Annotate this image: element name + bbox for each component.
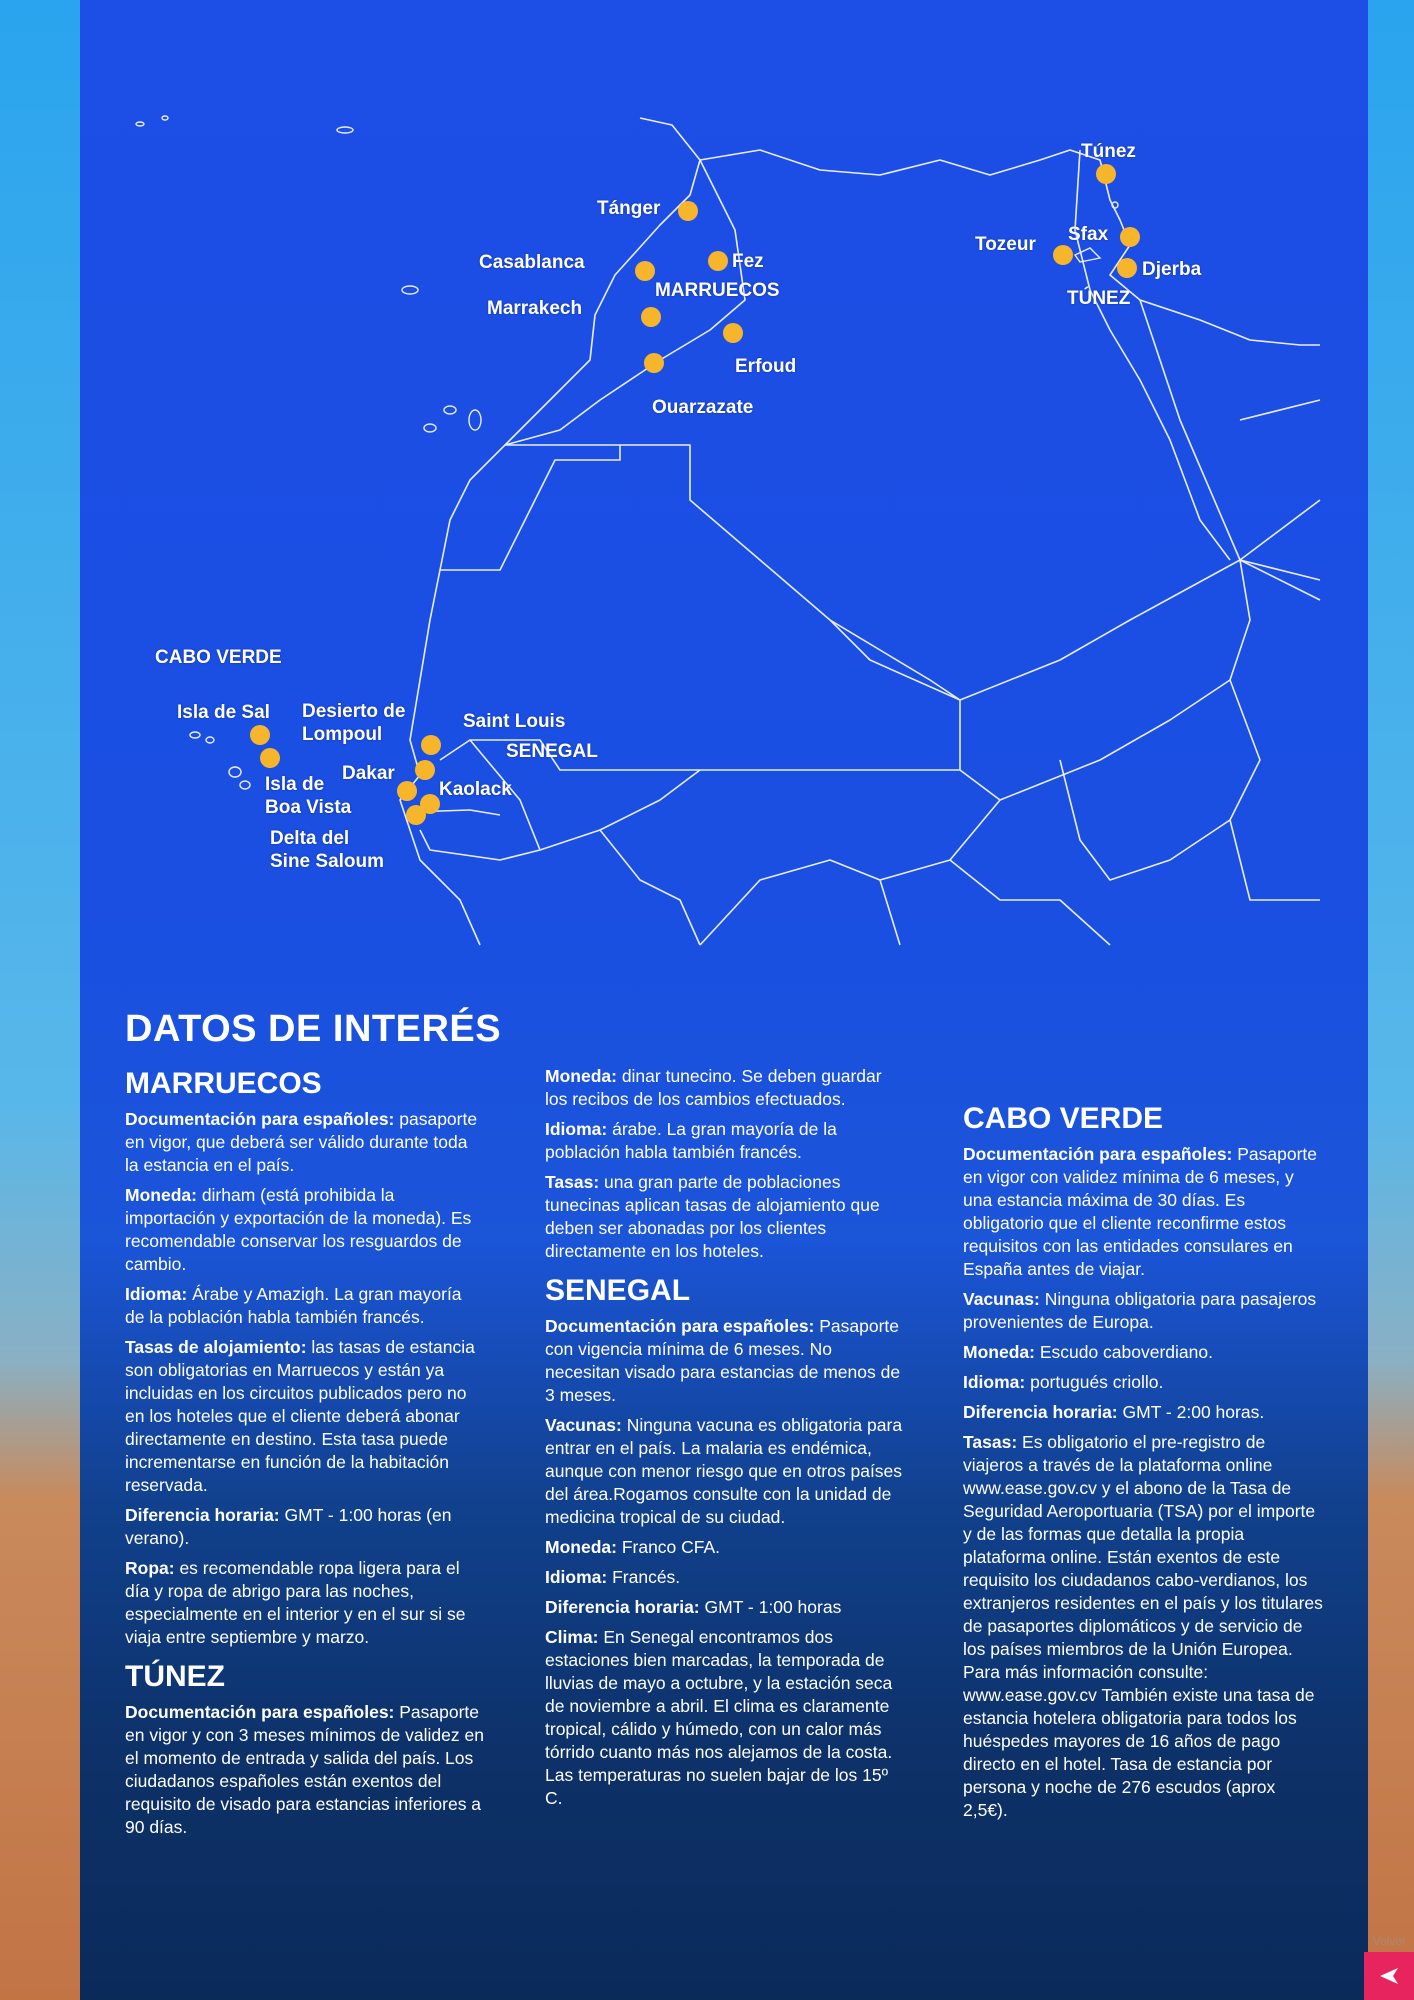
item-text: Ninguna obligatoria para pasajeros provenientes de Europa. (963, 1289, 1317, 1332)
tunez-item (545, 1118, 905, 1164)
item-label: Documentación para españoles: (545, 1316, 815, 1336)
item-label: Idioma: (545, 1119, 608, 1139)
senegal-item (545, 1536, 905, 1559)
label-sfax: Sfax (1068, 224, 1109, 245)
item-label: Documentación para españoles: (125, 1109, 395, 1129)
item-text: Pasaporte en vigor con validez mínima de 6 meses, y una estancia máxima de 30 días. Es obligatorio que el cliente reconfirme estos requisitos con las entidades consulares en España antes de viajar. (963, 1144, 1318, 1279)
item-label: Moneda: (545, 1537, 617, 1557)
item-text: Es obligatorio el pre-registro de viajeros a través de la plataforma online www.ease.gov.cv y el abono de la Tasa de Seguridad Aeroportuaria (TSA) por el importe y de las formas que detalla la propia plataforma online. Están exentos de este requisito los ciudadanos cabo-verdianos, los extranjeros residentes en el país y los titulares de pasaportes diplomáticos y de servicio de los países miembros de la Unión Europea. Para más información consulte: www.ease.gov.cv También existe una tasa de estancia hotelera obligatoria para todos los huéspedes mayores de 16 años de pago directo en el hotel. Tasa de estancia por persona y noche de 276 escudos (aprox 2,5€). (963, 1432, 1323, 1820)
border-chad (1230, 560, 1320, 900)
coastline (400, 118, 700, 945)
border-mali-algeria (830, 560, 1240, 700)
border-coast-africa (700, 800, 1110, 945)
item-text: es recomendable ropa ligera para el día y ropa de abrigo para las noches, especialmente en el interior y en el sur si se viaja entre septiembre y marzo. (125, 1558, 466, 1647)
label-boa-vista: Isla de Boa Vista (265, 774, 352, 818)
item-text: Árabe y Amazigh. La gran mayoría de la población habla también francés. (125, 1284, 462, 1327)
item-text: dinar tunecino. Se deben guardar los recibos de los cambios efectuados. (545, 1066, 882, 1109)
cabo-verde-item (963, 1288, 1323, 1334)
label-tunez-city: Túnez (1081, 141, 1136, 162)
city-marker (678, 201, 698, 221)
tunez-item (545, 1065, 905, 1111)
city-marker (644, 353, 664, 373)
city-marker (415, 760, 435, 780)
label-marruecos: MARRUECOS (655, 280, 780, 301)
label-erfoud: Erfoud (735, 356, 797, 377)
item-label: Diferencia horaria: (125, 1505, 280, 1525)
item-text: Escudo caboverdiano. (1034, 1342, 1213, 1362)
city-marker (1096, 164, 1116, 184)
marruecos-item (125, 1283, 485, 1329)
volver-button[interactable] (1364, 1952, 1414, 2000)
label-tozeur: Tozeur (975, 234, 1036, 255)
senegal-item (545, 1566, 905, 1589)
item-text: pasaporte en vigor, que deberá ser válido durante toda la estancia en el país. (125, 1109, 478, 1175)
city-marker (397, 781, 417, 801)
label-desierto-lompoul: Desierto de Lompoul (302, 701, 406, 745)
item-text: una gran parte de poblaciones tunecinas aplican tasas de alojamiento que deben ser abonadas por los clientes directamente en los hoteles. (545, 1172, 880, 1261)
column-3 (963, 1065, 1323, 1829)
label-cabo-verde: CABO VERDE (155, 647, 282, 668)
marruecos-item (125, 1557, 485, 1649)
item-label: Idioma: (125, 1284, 188, 1304)
item-text: Ninguna vacuna es obligatoria para entrar en el país. La malaria es endémica, aunque con menor riesgo que en otros países del área.Rogamos consulte con la unidad de medicina tropical de su ciudad. (545, 1415, 903, 1527)
item-text: GMT - 1:00 horas (en verano). (125, 1505, 452, 1548)
tunez-item (125, 1701, 485, 1839)
item-label: Ropa: (125, 1558, 175, 1578)
item-label: Moneda: (963, 1342, 1035, 1362)
heading-tunez: TÚNEZ (125, 1660, 225, 1693)
item-label: Moneda: (125, 1185, 197, 1205)
label-fez: Fez (732, 251, 764, 272)
senegal-item (545, 1315, 905, 1407)
border-nigeria (1060, 760, 1230, 880)
city-marker (641, 307, 661, 327)
item-text: Pasaporte en vigor y con 3 meses mínimos de validez en el momento de entrada y salida del país. Los ciudadanos españoles están exentos del requisito de visado para estancias inferiores a 90 días. (125, 1702, 484, 1837)
page-title: DATOS DE INTERÉS (125, 1008, 502, 1050)
item-label: Clima: (545, 1627, 599, 1647)
city-marker (723, 323, 743, 343)
item-label: Idioma: (963, 1372, 1026, 1392)
border-niger (960, 560, 1250, 800)
item-label: Diferencia horaria: (545, 1597, 700, 1617)
senegal-item (545, 1414, 905, 1529)
border-guinea (540, 770, 700, 945)
label-tanger: Tánger (597, 198, 661, 219)
item-text: las tasas de estancia son obligatorias en Marruecos y están ya incluidas en los circuitos publicados pero no en los hoteles que el cliente deberá abonar directamente en destino. Esta tasa puede incrementarse en función de la habitación reservada. (125, 1337, 475, 1495)
label-kaolack: Kaolack (439, 779, 512, 800)
heading-senegal: SENEGAL (545, 1274, 691, 1307)
label-delta-sine-saloum: Delta del Sine Saloum (270, 828, 385, 872)
city-marker (708, 251, 728, 271)
item-text: dirham (está prohibida la importación y exportación de la moneda). Es recomendable conservar los resguardos de cambio. (125, 1185, 472, 1274)
item-label: Documentación para españoles: (963, 1144, 1233, 1164)
senegal-item (545, 1596, 905, 1619)
back-arrow-icon (1378, 1965, 1400, 1987)
heading-marruecos: MARRUECOS (125, 1067, 322, 1100)
label-ouarzazate: Ouarzazate (652, 397, 754, 418)
item-text: Pasaporte con vigencia mínima de 6 meses. No necesitan visado para estancias de menos de 3 meses. (545, 1316, 901, 1405)
item-label: Moneda: (545, 1066, 617, 1086)
border-western-sahara (440, 445, 620, 570)
cabo-verde-item (963, 1341, 1323, 1364)
item-label: Vacunas: (545, 1415, 622, 1435)
cabo-verde-item (963, 1143, 1323, 1281)
volver-label: Volver (1372, 1934, 1406, 1948)
marruecos-item (125, 1504, 485, 1550)
border-algeria-tunisia (1075, 150, 1230, 560)
item-label: Tasas de alojamiento: (125, 1337, 307, 1357)
item-label: Vacunas: (963, 1289, 1040, 1309)
item-label: Idioma: (545, 1567, 608, 1587)
label-tunez-country: TÚNEZ (1067, 288, 1131, 309)
column-2 (545, 1065, 905, 1817)
city-marker (250, 725, 270, 745)
border-libya (1140, 300, 1320, 580)
city-marker (406, 805, 426, 825)
border-libya-egypt (1240, 400, 1320, 560)
tunez-item (545, 1171, 905, 1263)
item-label: Tasas: (963, 1432, 1018, 1452)
label-senegal: SENEGAL (506, 741, 598, 762)
city-marker (260, 748, 280, 768)
label-saint-louis: Saint Louis (463, 711, 566, 732)
label-dakar: Dakar (342, 763, 395, 784)
column-1 (125, 1060, 485, 1846)
item-text: Francés. (607, 1567, 681, 1587)
item-text: portugués criollo. (1025, 1372, 1164, 1392)
cabo-verde-item (963, 1371, 1323, 1394)
cabo-verde-item (963, 1401, 1323, 1424)
item-label: Tasas: (545, 1172, 600, 1192)
city-marker (635, 261, 655, 281)
item-text: En Senegal encontramos dos estaciones bien marcadas, la temporada de lluvias de mayo a octubre, y la estación seca de noviembre a abril. El clima es claramente tropical, cálido y húmedo, con un calor más tórrido cuanto más nos alejamos de la costa. Las temperaturas no suelen bajar de los 15º C. (545, 1627, 893, 1808)
marruecos-item (125, 1184, 485, 1276)
marruecos-item (125, 1336, 485, 1497)
cabo-verde-item (963, 1431, 1323, 1822)
heading-cabo-verde: CABO VERDE (963, 1102, 1164, 1135)
city-marker (1117, 258, 1137, 278)
item-text: GMT - 1:00 horas (699, 1597, 842, 1617)
item-label: Documentación para españoles: (125, 1702, 395, 1722)
label-isla-sal: Isla de Sal (177, 702, 270, 723)
item-text: GMT - 2:00 horas. (1117, 1402, 1265, 1422)
item-label: Diferencia horaria: (963, 1402, 1118, 1422)
label-marrakech: Marrakech (487, 298, 583, 319)
city-marker (1053, 245, 1073, 265)
item-text: árabe. La gran mayoría de la población habla también francés. (545, 1119, 837, 1162)
senegal-item (545, 1626, 905, 1810)
marruecos-item (125, 1108, 485, 1177)
city-marker (1120, 227, 1140, 247)
label-casablanca: Casablanca (479, 252, 585, 273)
label-djerba: Djerba (1142, 259, 1202, 280)
city-marker (421, 735, 441, 755)
item-text: Franco CFA. (616, 1537, 721, 1557)
